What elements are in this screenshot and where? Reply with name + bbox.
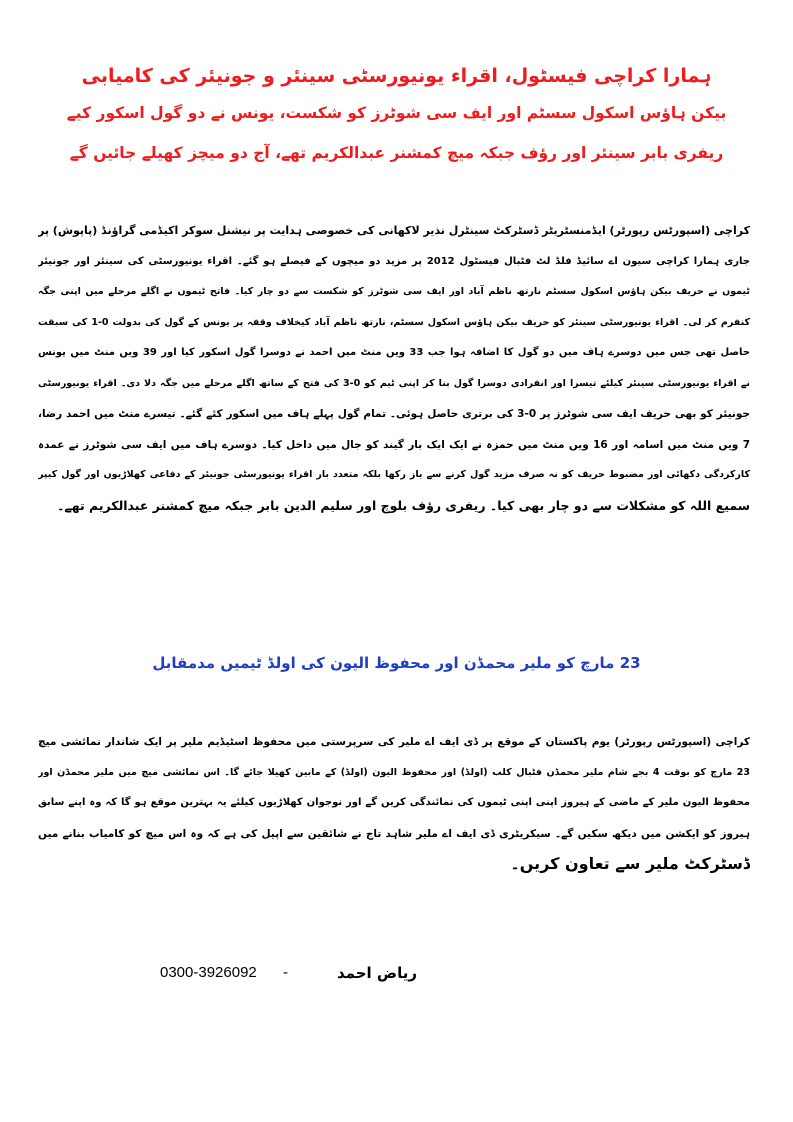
article-1-line: کراچی (اسپورٹس رپورٹر) ایڈمنسٹریٹر ڈسٹرکٹ سینٹرل نذیر لاکھانی کی خصوصی ہدایت پر نیشنل سوکر اکیڈمی گراؤنڈ (پاپوش) پر — [38, 224, 750, 237]
article-1-line: 7 ویں منٹ میں اسامہ اور 16 ویں منٹ میں حمزہ نے ایک ایک بار گیند کو جال میں داخل کیا۔ دوسرے ہاف میں ایف سی شوٹرز نے عمدہ — [38, 438, 750, 451]
article-1-line: جاری ہمارا کراچی سیون اے سائیڈ فلڈ لٹ فٹبال فیسٹول 2012 پر مزید دو میچوں کے فیصلے ہو گئے۔ اقراء یونیورسٹی کی سینئر اور جونیئر — [38, 255, 750, 267]
article-2-line: ڈسٹرکٹ ملیر سے تعاون کریں۔ — [510, 854, 750, 873]
article-2-line: ہیروز کو ایکشن میں دیکھ سکیں گے۔ سیکریٹری ڈی ایف اے ملیر شاہد تاج نے شائقین سے اپیل کی ہے کہ وہ اس میچ کو کامیاب بنانے میں — [38, 827, 750, 840]
article-1-line: کنفرم کر لی۔ اقراء یونیورسٹی سینئر کو حریف بیکن ہاؤس اسکول سسٹم، نارتھ ناظم آباد کیخلاف وقفہ پر یونس کے گول کی بدولت 0-1 کی سبقت — [38, 316, 750, 328]
article-1-line: نے اقراء یونیورسٹی سینئر کیلئے تیسرا اور انفرادی دوسرا گول بنا کر اپنی ٹیم کو 0-3 کی فتح کے ساتھ اگلے مرحلے میں جگہ دلا دی۔ اقراء یونیورسٹی — [38, 377, 750, 389]
reporter-phone: 0300-3926092 — [160, 964, 257, 981]
article-1-line: حاصل تھی جس میں دوسرے ہاف میں دو گول کا اضافہ ہوا جب 33 ویں منٹ میں احمد نے دوسرا گول اسکور کیا اور 39 ویں منٹ میں یونس — [38, 347, 750, 358]
article-2-line: کراچی (اسپورٹس رپورٹر) یوم پاکستان کے موقع پر ڈی ایف اے ملیر کی سرپرستی میں محفوظ اسٹیڈیم ملیر پر ایک شاندار نمائشی میچ — [38, 736, 750, 748]
reporter-name: ریاض احمد — [337, 964, 417, 982]
article-1-line: جونیئر کو بھی حریف ایف سی شوٹرز پر 0-3 کی برتری حاصل ہوئی۔ تمام گول پہلے ہاف میں اسکور کئے گئے۔ تیسرے منٹ میں احمد رضا، — [38, 408, 750, 420]
article-2-line: 23 مارچ کو بوقت 4 بجے شام ملیر محمڈن فٹبال کلب (اولڈ) اور محفوظ الیون (اولڈ) کے مابین کھیلا جائے گا۔ اس نمائشی میچ میں ملیر محمڈن اور — [38, 766, 750, 778]
headline-line-2: بیکن ہاؤس اسکول سسٹم اور ایف سی شوٹرز کو شکست، یونس نے دو گول اسکور کیے — [66, 104, 727, 122]
signature-separator: - — [283, 964, 288, 981]
article-1-line: سمیع اللہ کو مشکلات سے دو چار بھی کیا۔ ریفری رؤف بلوچ اور سلیم الدین بابر جبکہ میچ کمشنر عبدالکریم تھے۔ — [57, 497, 750, 513]
article-1-line: ٹیموں نے حریف بیکن ہاؤس اسکول سسٹم نارتھ ناظم آباد اور ایف سی شوٹرز کو شکست سے دو چار کیا۔ فاتح ٹیموں نے اگلے مرحلے میں اپنی جگہ — [38, 286, 750, 297]
subheading: 23 مارچ کو ملیر محمڈن اور محفوظ الیون کی اولڈ ٹیمیں مدمقابل — [152, 654, 641, 672]
article-2-line: محفوظ الیون ملیر کے ماضی کے ہیروز اپنی اپنی ٹیموں کی نمائندگی کریں گے اور نوجوان کھلاڑیوں کیلئے یہ بہترین موقع ہو گا کہ وہ اپنے سابق — [38, 797, 750, 808]
headline-line-3: ریفری بابر سینئر اور رؤف جبکہ میچ کمشنر عبدالکریم تھے، آج دو میچز کھیلے جائیں گے — [69, 144, 724, 162]
article-1-line: کارکردگی دکھائی اور مضبوط حریف کو نہ صرف مزید گول کرنے سے باز رکھا بلکہ متعدد بار اقراء یونیورسٹی جونیئر کے دفاعی کھلاڑیوں اور گول کیپر — [38, 469, 750, 480]
article-2 — [38, 727, 750, 880]
headline-line-1: ہمارا کراچی فیسٹول، اقراء یونیورسٹی سینئر و جونیئر کی کامیابی — [81, 65, 712, 87]
reporter-signature — [160, 960, 417, 986]
article-1 — [38, 216, 750, 521]
